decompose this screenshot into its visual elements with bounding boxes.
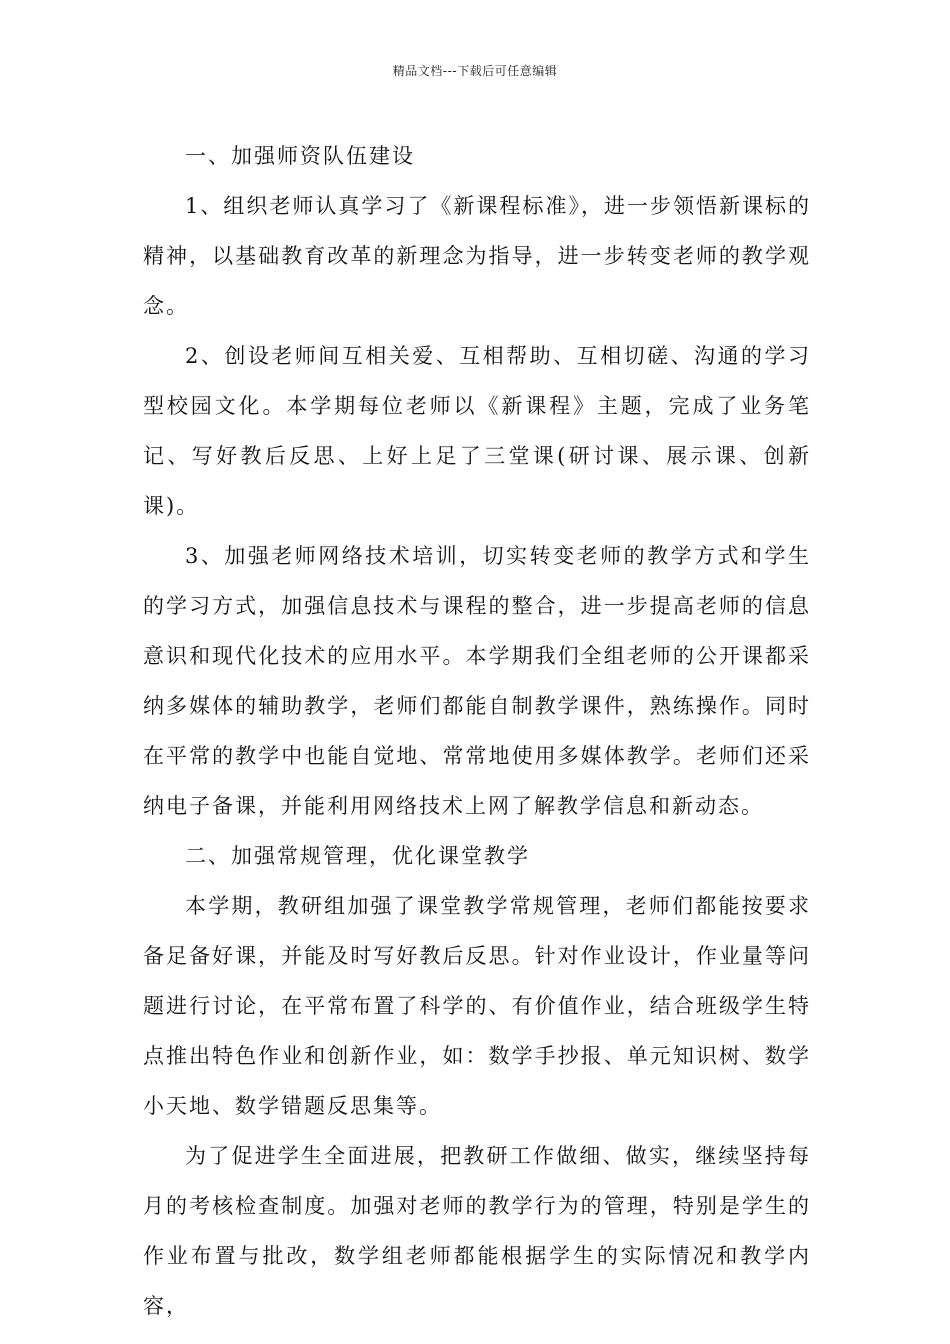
paragraph-1: 1、组织老师认真学习了《新课程标准》，进一步领悟新课标的精神，以基础教育改革的新理念为指导，进一步转变老师的教学观念。 <box>143 194 811 318</box>
paragraph-5: 为了促进学生全面进展，把教研工作做细、做实，继续坚持每月的考核检查制度。加强对老师的教学行为的管理，特别是学生的作业布置与批改，数学组老师都能根据学生的实际情况和教学内容， <box>143 1144 811 1318</box>
page-header: 精品文档---下载后可任意编辑 <box>392 64 558 78</box>
paragraph-3: 3、加强老师网络技术培训，切实转变老师的教学方式和学生的学习方式，加强信息技术与课程的整合，进一步提高老师的信息意识和现代化技术的应用水平。本学期我们全组老师的公开课都采纳多媒体的辅助教学，老师们都能自制教学课件，熟练操作。同时在平常的教学中也能自觉地、常常地使用多媒体教学。老师们还采纳电子备课，并能利用网络技术上网了解教学信息和新动态。 <box>143 544 811 818</box>
section-heading-1: 一、加强师资队伍建设 <box>185 144 415 168</box>
paragraph-2: 2、创设老师间互相关爱、互相帮助、互相切磋、沟通的学习型校园文化。本学期每位老师以《新课程》主题，完成了业务笔记、写好教后反思、上好上足了三堂课(研讨课、展示课、创新课)。 <box>143 344 811 518</box>
paragraph-4: 本学期，教研组加强了课堂教学常规管理，老师们都能按要求备足备好课，并能及时写好教后反思。针对作业设计，作业量等问题进行讨论，在平常布置了科学的、有价值作业，结合班级学生特点推出特色作业和创新作业，如：数学手抄报、单元知识树、数学小天地、数学错题反思集等。 <box>143 894 811 1118</box>
document-body <box>143 131 811 1331</box>
section-heading-2: 二、加强常规管理，优化课堂教学 <box>185 844 530 868</box>
